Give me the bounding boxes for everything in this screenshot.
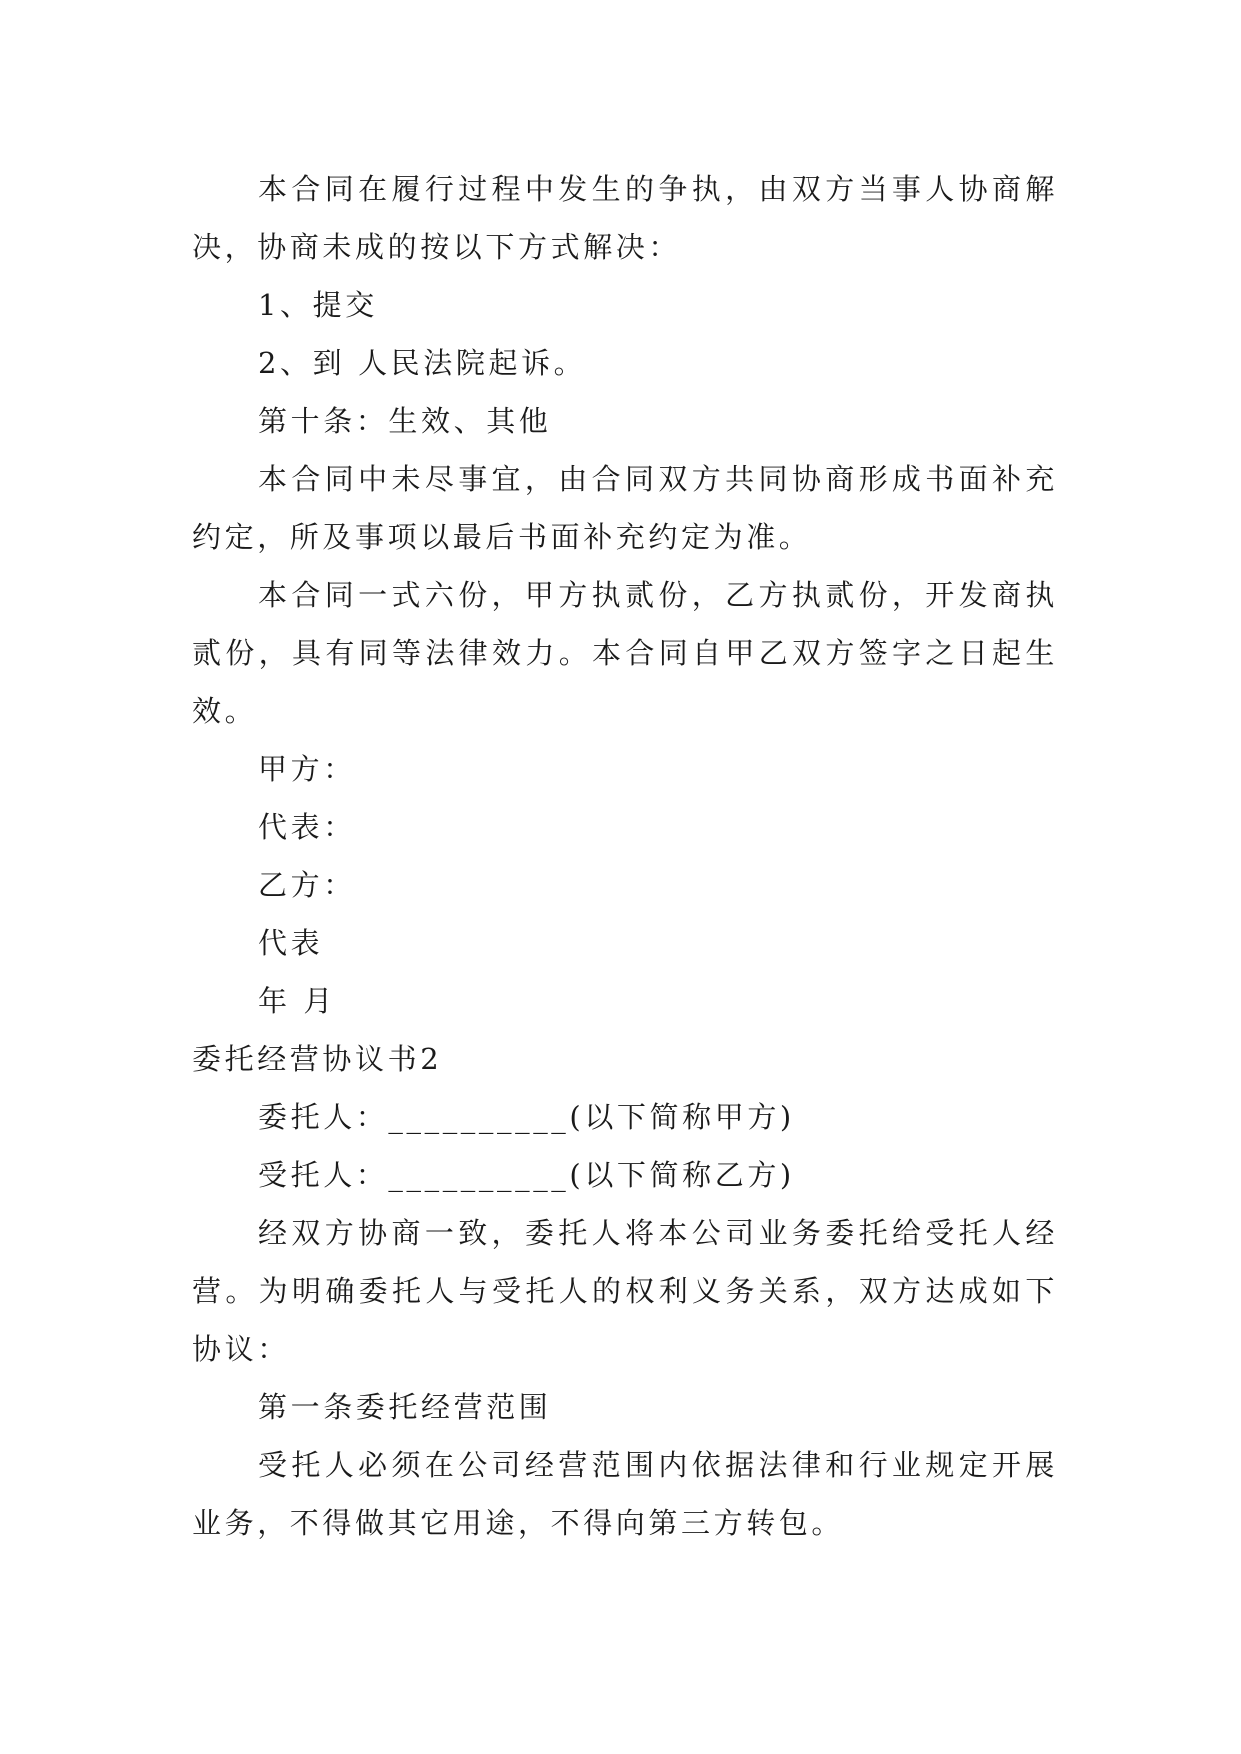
party-a-signature-line: 甲方： — [258, 752, 356, 786]
option-court-lawsuit: 2、到 人民法院起诉。 — [258, 346, 587, 380]
party-b-representative-line: 代表 — [258, 926, 324, 960]
dispute-resolution-paragraph: 本合同在履行过程中发生的争执，由双方当事人协商解决，协商未成的按以下方式解决： — [192, 172, 1058, 264]
principal-line: 委托人：__________(以下简称甲方) — [258, 1100, 795, 1134]
trustee-line: 受托人：__________(以下简称乙方) — [258, 1158, 795, 1192]
agreement-preamble-paragraph: 经双方协商一致，委托人将本公司业务委托给受托人经营。为明确委托人与受托人的权利义务关系，双方达成如下协议： — [192, 1216, 1058, 1366]
copies-validity-paragraph: 本合同一式六份，甲方执贰份，乙方执贰份，开发商执贰份，具有同等法律效力。本合同自甲乙双方签字之日起生效。 — [192, 578, 1058, 728]
option-submit-arbitration: 1、提交 — [258, 288, 378, 322]
agreement-two-title: 委托经营协议书2 — [192, 1042, 443, 1076]
party-b-signature-line: 乙方： — [258, 868, 356, 902]
party-a-representative-line: 代表： — [258, 810, 356, 844]
business-scope-paragraph: 受托人必须在公司经营范围内依据法律和行业规定开展业务，不得做其它用途，不得向第三方转包。 — [192, 1448, 1058, 1540]
document-page — [192, 160, 1058, 1552]
supplementary-agreement-paragraph: 本合同中未尽事宜，由合同双方共同协商形成书面补充约定，所及事项以最后书面补充约定为准。 — [192, 462, 1058, 554]
article-ten-heading: 第十条：生效、其他 — [258, 404, 552, 438]
date-line: 年 月 — [258, 984, 337, 1018]
article-one-heading: 第一条委托经营范围 — [258, 1390, 552, 1424]
